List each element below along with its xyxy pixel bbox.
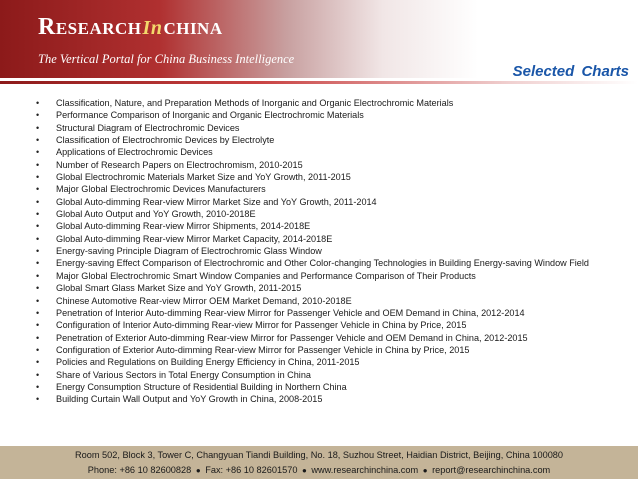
list-item-text: Energy-saving Principle Diagram of Electrochromic Glass Window	[56, 246, 322, 257]
list-item	[36, 257, 636, 269]
list-item	[36, 171, 636, 183]
bullet-icon: •	[36, 344, 40, 355]
bullet-icon: •	[36, 110, 40, 121]
list-item	[36, 122, 636, 134]
list-item	[36, 109, 636, 121]
list-item	[36, 208, 636, 220]
list-item	[36, 393, 636, 405]
list-item	[36, 97, 636, 109]
list-item-text: Configuration of Exterior Auto-dimming Rear-view Mirror for Passenger Vehicle in China by Price, 2015	[56, 344, 470, 355]
logo-part-1: ESEARCH	[55, 19, 142, 38]
bullet-icon: •	[36, 320, 40, 331]
bullet-icon: •	[36, 270, 40, 281]
bullet-icon: •	[36, 98, 40, 108]
list-item-text: Global Auto-dimming Rear-view Mirror Market Capacity, 2014-2018E	[56, 233, 333, 244]
list-item-text: Building Curtain Wall Output and YoY Growth in China, 2008-2015	[56, 394, 323, 405]
list-item	[36, 245, 636, 257]
list-item-text: Classification of Electrochromic Devices by Electrolyte	[56, 135, 275, 146]
logo-first-letter: R	[38, 14, 56, 40]
section-title: Selected Charts	[512, 63, 629, 80]
bullet-icon: •	[36, 332, 40, 343]
separator-dot-icon: ●	[422, 466, 428, 475]
bullet-icon: •	[36, 233, 40, 244]
list-item	[36, 134, 636, 146]
list-item-text: Structural Diagram of Electrochromic Devices	[56, 122, 240, 133]
list-item-text: Major Global Electrochromic Smart Window Companies and Performance Comparison of Their Products	[56, 270, 476, 281]
list-item	[36, 319, 636, 331]
list-item-text: Policies and Regulations on Building Energy Efficiency in China, 2011-2015	[56, 357, 360, 368]
list-item	[36, 270, 636, 282]
list-item	[36, 295, 636, 307]
bullet-icon: •	[36, 381, 40, 392]
list-item-text: Energy-saving Effect Comparison of Electrochromic and Other Color-changing Technologies in Building Energy-saving Window Field	[56, 258, 589, 269]
list-item-text: Global Auto Output and YoY Growth, 2010-2018E	[56, 209, 256, 220]
list-item	[36, 369, 636, 381]
list-item-text: Chinese Automotive Rear-view Mirror OEM Market Demand, 2010-2018E	[56, 295, 352, 306]
bullet-icon: •	[36, 246, 40, 257]
bullet-icon: •	[36, 135, 40, 146]
bullet-icon: •	[36, 394, 40, 405]
bullet-icon: •	[36, 295, 40, 306]
list-item	[36, 381, 636, 393]
footer-email-link[interactable]: report@researchinchina.com	[432, 465, 551, 475]
list-item	[36, 146, 636, 158]
bullet-icon: •	[36, 258, 40, 269]
tagline: The Vertical Portal for China Business Intelligence	[38, 52, 295, 66]
footer	[0, 446, 638, 479]
list-item	[36, 233, 636, 245]
company-logo[interactable]	[38, 14, 223, 40]
list-item-text: Penetration of Interior Auto-dimming Rear-view Mirror for Passenger Vehicle and OEM Demand in China, 2012-2014	[56, 307, 525, 318]
list-item-text: Applications of Electrochromic Devices	[56, 147, 213, 158]
list-item-text: Global Auto-dimming Rear-view Mirror Market Size and YoY Growth, 2011-2014	[56, 196, 377, 207]
list-item-text: Energy Consumption Structure of Residential Building in Northern China	[56, 381, 347, 392]
list-item-text: Number of Research Papers on Electrochromism, 2010-2015	[56, 159, 303, 170]
chart-list	[36, 97, 636, 406]
bullet-icon: •	[36, 221, 40, 232]
bullet-icon: •	[36, 307, 40, 318]
list-item-text: Global Smart Glass Market Size and YoY Growth, 2011-2015	[56, 283, 302, 294]
list-item-text: Global Electrochromic Materials Market Size and YoY Growth, 2011-2015	[56, 172, 351, 183]
bullet-icon: •	[36, 369, 40, 380]
list-item-text: Global Auto-dimming Rear-view Mirror Shipments, 2014-2018E	[56, 221, 311, 232]
separator-dot-icon: ●	[195, 466, 201, 475]
list-item	[36, 282, 636, 294]
bullet-icon: •	[36, 172, 40, 183]
footer-address: Room 502, Block 3, Tower C, Changyuan Tiandi Building, No. 18, Suzhou Street, Haidian District, Beijing, China 100080	[74, 450, 564, 460]
footer-phone: Phone: +86 10 82600828	[87, 465, 192, 475]
list-item	[36, 183, 636, 195]
footer-fax: Fax: +86 10 82601570	[205, 465, 298, 475]
list-item	[36, 344, 636, 356]
bullet-icon: •	[36, 283, 40, 294]
bullet-icon: •	[36, 147, 40, 158]
list-item	[36, 332, 636, 344]
list-item	[36, 220, 636, 232]
list-item-text: Classification, Nature, and Preparation Methods of Inorganic and Organic Electrochromic Materials	[56, 98, 454, 108]
logo-in: In	[142, 17, 163, 39]
title-divider	[0, 81, 638, 84]
list-item	[36, 307, 636, 319]
footer-website-link[interactable]: www.researchinchina.com	[311, 465, 419, 475]
bullet-icon: •	[36, 196, 40, 207]
bullet-icon: •	[36, 357, 40, 368]
list-item-text: Performance Comparison of Inorganic and Organic Electrochromic Materials	[56, 110, 364, 121]
list-item	[36, 356, 636, 368]
list-item-text: Major Global Electrochromic Devices Manufacturers	[56, 184, 266, 195]
logo-part-2: CHINA	[163, 19, 223, 38]
list-item	[36, 159, 636, 171]
list-item-text: Configuration of Interior Auto-dimming Rear-view Mirror for Passenger Vehicle in China by Price, 2015	[56, 320, 467, 331]
bullet-icon: •	[36, 122, 40, 133]
separator-dot-icon: ●	[302, 466, 307, 475]
list-item-text: Penetration of Exterior Auto-dimming Rear-view Mirror for Passenger Vehicle and OEM Demand in China, 2012-2015	[56, 332, 528, 343]
list-item-text: Share of Various Sectors in Total Energy Consumption in China	[56, 369, 311, 380]
footer-contacts	[0, 463, 638, 478]
bullet-icon: •	[36, 159, 40, 170]
list-item	[36, 196, 636, 208]
bullet-icon: •	[36, 209, 40, 220]
bullet-icon: •	[36, 184, 40, 195]
